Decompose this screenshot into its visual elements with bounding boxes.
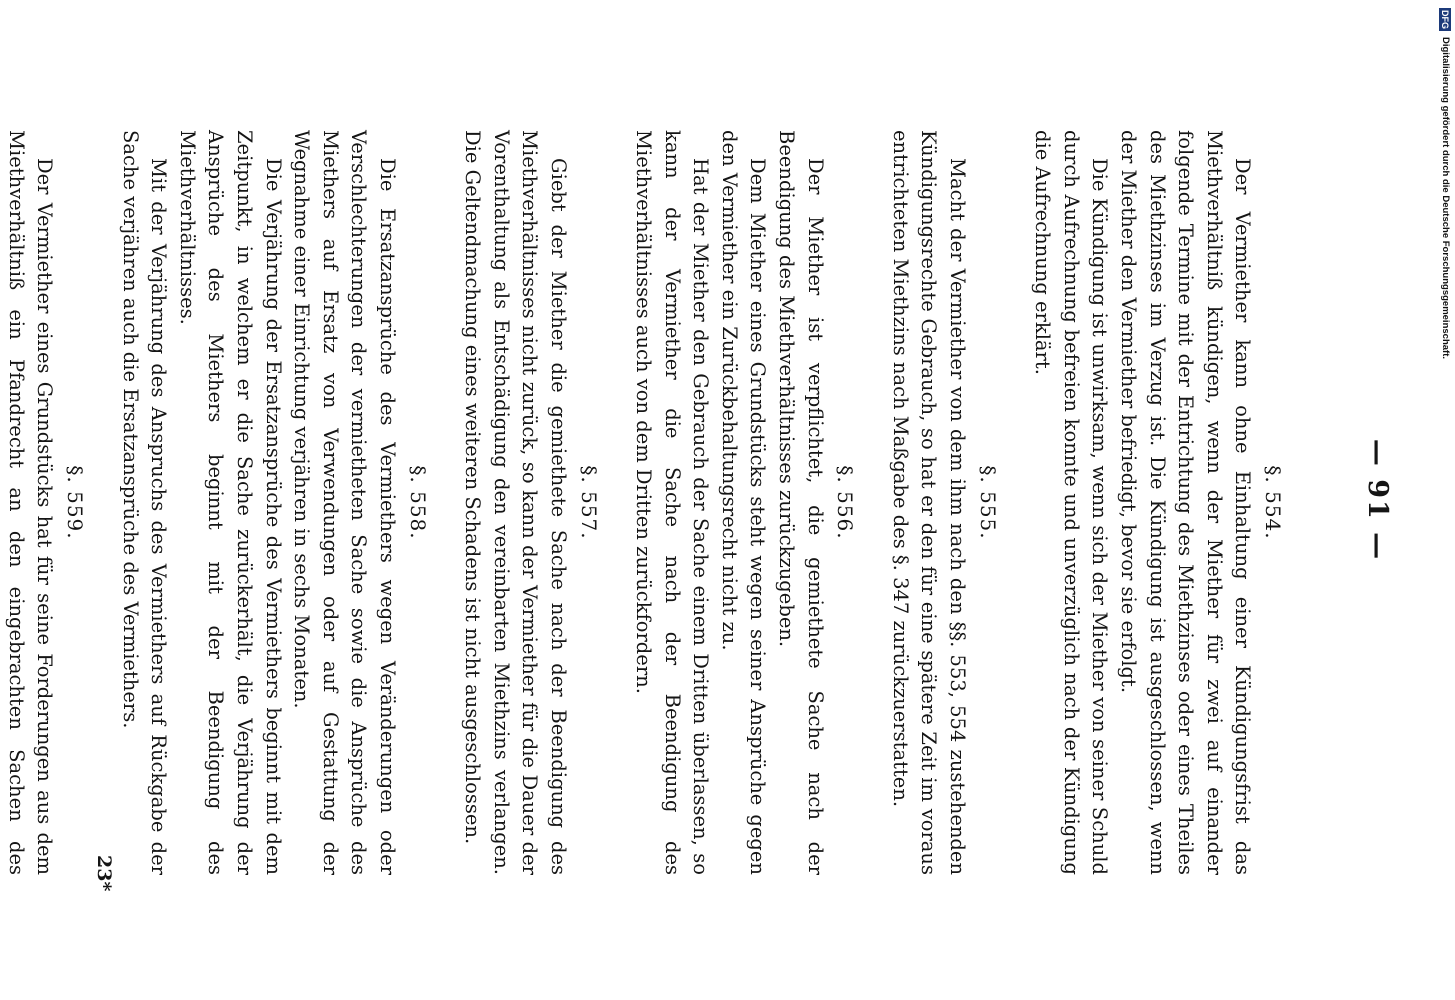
paragraph: Giebt der Miether die gemiethete Sache nach der Beendigung des Miethverhältnisses nicht zurück, so kann der Vermiether für die Dauer der Vorenthaltung als Entschädigung den vereinbarten Miethzins verlangen. Die Geltendmachung eines weiteren Schadens ist nicht ausgeschlossen. [461, 130, 570, 875]
funding-note-text: Digitalisierung gefördert durch die Deutsche Forschungsgemeinschaft. [1440, 37, 1451, 359]
paragraph: Der Vermiether eines Grundstücks hat für seine Forderungen aus dem Miethverhältniß ein Pfandrecht an den eingebrachten Sachen des [4, 130, 57, 875]
paragraph: Mit der Verjährung des Anspruchs des Vermiethers auf Rückgabe der Sache verjähren auch die Ersatzansprüche des Vermiethers. [118, 130, 171, 875]
paragraph: Die Verjährung der Ersatzansprüche des Vermiethers beginnt mit dem Zeitpunkt, in welchem er die Sache zurückerhält, die Verjährung der Ansprüche des Miethers beginnt mit der Beendigung des Miethverhältnisses. [175, 130, 285, 875]
page-number: — 91 — [1362, 438, 1393, 562]
section-heading: §. 558. [405, 465, 430, 540]
paragraph: Der Miether ist verpflichtet, die gemiethete Sache nach der Beendigung des Miethverhältnisses zurückzugeben. [775, 130, 827, 875]
paragraph: Die Ersatzansprüche des Vermiethers wegen Veränderungen oder Verschlechterungen der vermietheten Sache sowie die Ansprüche des Miethers auf Ersatz von Verwendungen oder auf Gestattung der Wegnahme einer Einrichtung verjähren in sechs Monaten. [290, 130, 399, 875]
dfg-logo: DFG [1440, 10, 1450, 29]
paragraph: Der Vermiether kann ohne Einhaltung einer Kündigungsfrist das Miethverhältniß kündigen, wenn der Miether für zwei auf einander folgende Termine mit der Entrichtung des Miethzinses oder eines Theiles des Miethzinses im Verzug ist. Die Kündigung ist ausgeschlossen, wenn der Miether den Vermiether befriedigt, bevor sie erfolgt. [1117, 130, 1255, 875]
paragraph: Macht der Vermiether von dem ihm nach den §§. 553, 554 zustehenden Kündigungsrechte Gebrauch, so hat er den für eine spätere Zeit im voraus entrichteten Miethzins nach Maßgabe des §. 347 zurückzuerstatten. [888, 130, 970, 875]
section-heading: §. 554. [1261, 465, 1285, 540]
section-heading: §. 559. [63, 465, 88, 540]
paragraph: Dem Miether eines Grundstücks steht wegen seiner Ansprüche gegen den Vermiether ein Zurückbehaltungsrecht nicht zu. [717, 130, 770, 875]
section-heading: §. 556. [833, 465, 858, 540]
funding-note [1438, 8, 1452, 448]
section [885, 130, 1001, 875]
paragraph: Die Kündigung ist unwirksam, wenn sich der Miether von seiner Schuld durch Aufrechnung befreien konnte und unverzüglich nach der Kündigung die Aufrechnung erklärt. [1031, 130, 1112, 875]
body-text [0, 130, 1287, 875]
section-heading: §. 555. [975, 465, 1000, 540]
section-heading: §. 557. [576, 465, 601, 540]
paragraph: Hat der Miether den Gebrauch der Sache einem Dritten überlassen, so kann der Vermiether die Sache nach der Beendigung des Miethverhältnisses auch von dem Dritten zurückfordern. [632, 130, 713, 875]
section [458, 130, 603, 875]
section [0, 130, 89, 875]
section [115, 130, 432, 875]
section [1028, 130, 1287, 875]
signature-mark: 23* [93, 855, 115, 892]
section [629, 130, 860, 875]
